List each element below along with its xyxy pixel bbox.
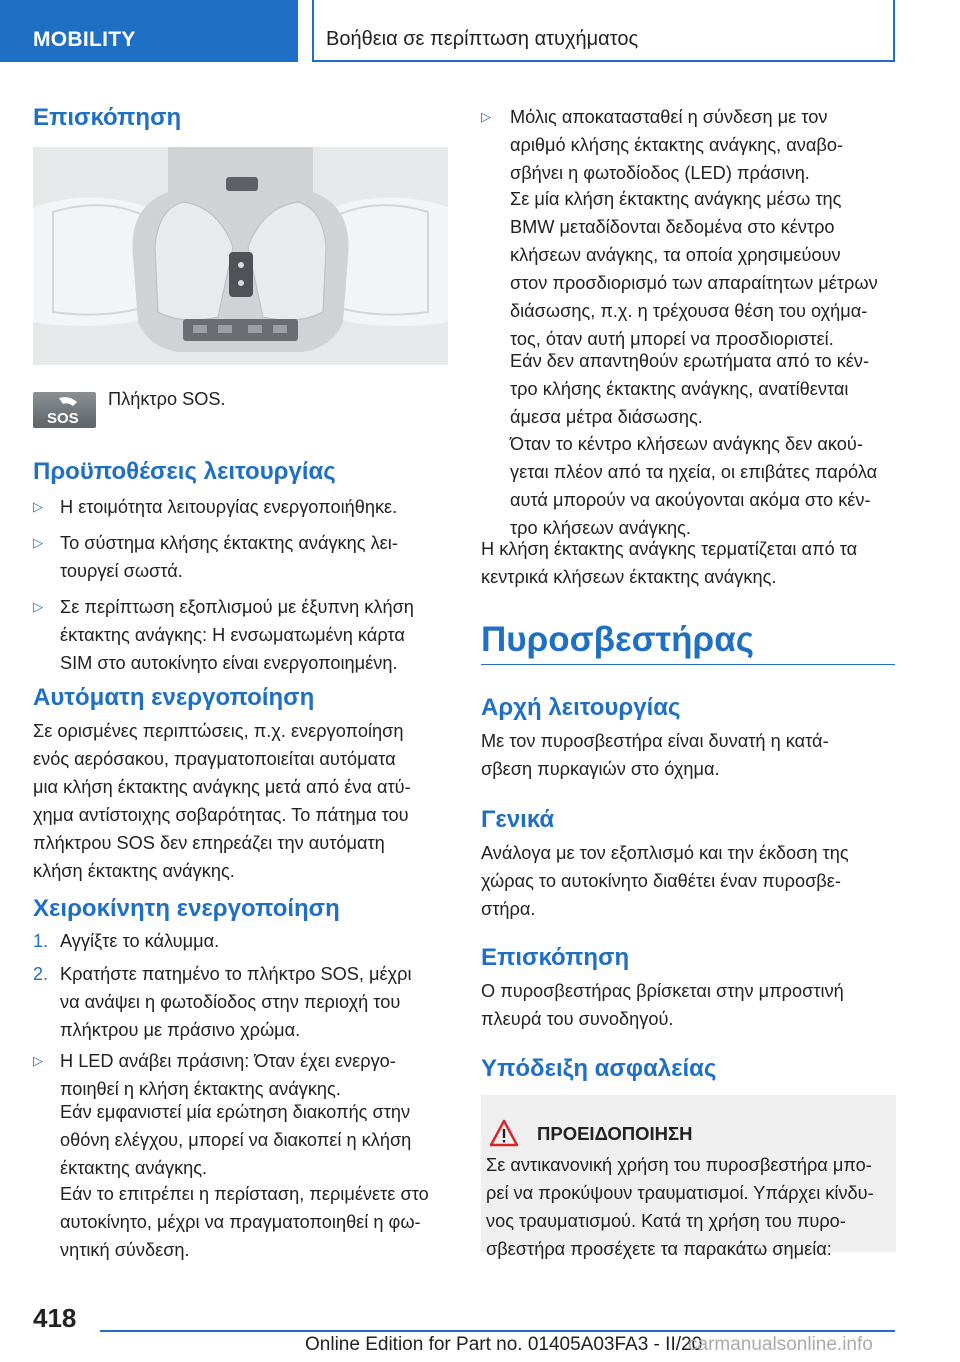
step-number: 1. (33, 931, 49, 951)
step-number: 2. (33, 964, 49, 984)
line: σβεστήρα προσέχετε τα παρακάτω σημεία: (486, 1239, 832, 1259)
line: νητική σύνδεση. (60, 1240, 190, 1260)
principle-paragraph (481, 727, 896, 783)
prereq-heading: Προϋποθέσεις λειτουργίας (33, 458, 336, 485)
triangle-bullet-icon: ▷ (481, 109, 491, 124)
line: έκτακτης ανάγκης: Η ενσωματωμένη κάρτα (60, 625, 405, 645)
line: Η κλήση έκτακτης ανάγκης τερματίζεται από τα (481, 539, 858, 559)
line: Το σύστημα κλήσης έκτακτης ανάγκης λει- (60, 533, 398, 553)
line: Ανάλογα με τον εξοπλισμό και την έκδοση της (481, 843, 849, 863)
prereq-item-2 (60, 529, 450, 585)
line: σβεση πυρκαγιών στο όχημα. (481, 759, 720, 779)
sos-button-text: SOS (47, 410, 79, 427)
line: γεται πλέον από τα ηχεία, οι επιβάτες παρόλα (510, 462, 878, 482)
line: τος, όταν αυτή μπορεί να προσδιοριστεί. (510, 329, 834, 349)
chapter-label: Βοήθεια σε περίπτωση ατυχήματος (326, 28, 639, 50)
section-label: MOBILITY (33, 28, 136, 51)
overview-heading: Επισκόπηση (33, 104, 182, 131)
line: έκτακτης ανάγκης. (60, 1158, 208, 1178)
general-heading: Γενικά (481, 806, 555, 833)
section-tab (0, 0, 298, 62)
overview-paragraph (481, 977, 896, 1033)
general-paragraph (481, 839, 896, 923)
line: μια κλήση έκτακτης ανάγκης μετά από ένα ατύ- (33, 777, 411, 797)
line: σβήνει η φωτοδίοδος (LED) πράσινη. (510, 163, 810, 183)
triangle-bullet-icon: ▷ (33, 499, 43, 514)
led-item (60, 1047, 450, 1103)
line: πλήκτρου SOS δεν επηρεάζει την αυτόματη (33, 833, 385, 853)
line: πλευρά του συνοδηγού. (481, 1009, 674, 1029)
line: πλήκτρου με πράσινο χρώμα. (60, 1020, 301, 1040)
step-2 (60, 960, 450, 1044)
line: Με τον πυροσβεστήρα είναι δυνατή η κατά- (481, 731, 829, 751)
footer-rule (100, 1330, 895, 1332)
line: στήρα. (481, 899, 536, 919)
prereq-item-1 (60, 493, 450, 521)
line: Κρατήστε πατημένο το πλήκτρο SOS, μέχρι (60, 964, 412, 984)
led-paragraph-1 (60, 1098, 450, 1182)
prereq-item-3 (60, 593, 450, 677)
line: άμεσα μέτρα διάσωσης. (510, 407, 703, 427)
triangle-bullet-icon: ▷ (33, 1053, 43, 1068)
step-1 (60, 927, 450, 955)
line: διάσωσης, π.χ. η τρέχουσα θέση του οχήμα- (510, 301, 868, 321)
chapter-tab (312, 0, 895, 62)
led-paragraph-2 (60, 1180, 450, 1264)
line: SIM στο αυτοκίνητο είναι ενεργοποιημένη. (60, 653, 398, 673)
warning-title: ΠΡΟΕΙΔΟΠΟΙΗΣΗ (537, 1123, 693, 1144)
safety-heading: Υπόδειξη ασφαλείας (481, 1055, 717, 1082)
roof-console-photo (33, 147, 448, 365)
sos-caption: Πλήκτρο SOS. (108, 389, 226, 409)
line: νος τραυματισμού. Κατά τη χρήση του πυρο- (486, 1211, 846, 1231)
line: BMW μεταδίδονται δεδομένα στο κέντρο (510, 217, 835, 237)
speaker-paragraph (510, 430, 900, 542)
line: τουργεί σωστά. (60, 561, 183, 581)
line: τρο κλήσεων ανάγκης. (510, 518, 691, 538)
overview-heading-2: Επισκόπηση (481, 944, 630, 971)
triangle-bullet-icon: ▷ (33, 599, 43, 614)
auto-heading: Αυτόματη ενεργοποίηση (33, 684, 315, 711)
extinguisher-heading: Πυροσβεστήρας (481, 620, 754, 659)
line: κλήσεων ανάγκης, τα οποία χρησιμεύουν (510, 245, 841, 265)
line: αριθμό κλήσης έκτακτης ανάγκης, αναβο- (510, 135, 844, 155)
line: κλήση έκτακτης ανάγκης. (33, 861, 235, 881)
line: Σε περίπτωση εξοπλισμού με έξυπνη κλήση (60, 597, 414, 617)
rescue-paragraph (510, 347, 900, 431)
line: χημα αντίστοιχης σοβαρότητας. Το πάτημα του (33, 805, 409, 825)
page-number: 418 (33, 1303, 77, 1333)
line: Μόλις αποκατασταθεί η σύνδεση με τον (510, 107, 828, 127)
sos-button-icon (33, 392, 96, 428)
line: αυτοκίνητο, μέχρι να πραγματοποιηθεί η φω- (60, 1212, 421, 1232)
auto-paragraph (33, 717, 448, 885)
triangle-bullet-icon: ▷ (33, 535, 43, 550)
line: τρο κλήσης έκτακτης ανάγκης, ανατίθενται (510, 379, 849, 399)
line: να ανάψει η φωτοδίοδος στην περιοχή του (60, 992, 401, 1012)
line: ρεί να προκύψουν τραυματισμοί. Υπάρχει κίνδυ- (486, 1183, 874, 1203)
line: αυτά μπορούν να ακούγονται ακόμα στο κέν- (510, 490, 871, 510)
data-paragraph (510, 185, 900, 353)
end-call-paragraph (481, 535, 896, 591)
watermark: carmanualsonline.info (688, 1334, 873, 1355)
heading-rule (481, 664, 895, 665)
line: Ο πυροσβεστήρας βρίσκεται στην μπροστινή (481, 981, 844, 1001)
line: Σε μία κλήση έκτακτης ανάγκης μέσω της (510, 189, 842, 209)
warning-paragraph (486, 1151, 896, 1263)
line: Σε ορισμένες περιπτώσεις, π.χ. ενεργοποίηση (33, 721, 404, 741)
line: χώρας το αυτοκίνητο διαθέτει έναν πυροσβε- (481, 871, 841, 891)
line: κεντρικά κλήσεων έκτακτης ανάγκης. (481, 567, 777, 587)
warning-triangle-icon (489, 1119, 519, 1147)
warning-box (481, 1095, 896, 1259)
principle-heading: Αρχή λειτουργίας (481, 694, 681, 721)
line: Εάν εμφανιστεί μία ερώτηση διακοπής στην (60, 1102, 411, 1122)
line: ποιηθεί η κλήση έκτακτης ανάγκης. (60, 1079, 341, 1099)
line: στον προσδιορισμό των απαραίτητων μέτρων (510, 273, 878, 293)
connection-item (510, 103, 900, 187)
line: οθόνη ελέγχου, μπορεί να διακοπεί η κλήση (60, 1130, 412, 1150)
line: Αγγίξτε το κάλυμμα. (60, 931, 220, 951)
edition-text: Online Edition for Part no. 01405A03FA3 - II/20 (305, 1334, 703, 1355)
line: Εάν το επιτρέπει η περίσταση, περιμένετε στο (60, 1184, 429, 1204)
line: Η ετοιμότητα λειτουργίας ενεργοποιήθηκε. (60, 497, 398, 517)
manual-heading: Χειροκίνητη ενεργοποίηση (33, 895, 340, 922)
line: Όταν το κέντρο κλήσεων ανάγκης δεν ακού- (510, 434, 863, 454)
line: ενός αερόσακου, πραγματοποιείται αυτόματα (33, 749, 396, 769)
line: Σε αντικανονική χρήση του πυροσβεστήρα μπο- (486, 1155, 872, 1175)
line: Εάν δεν απαντηθούν ερωτήματα από το κέν- (510, 351, 870, 371)
line: Η LED ανάβει πράσινη: Όταν έχει ενεργο- (60, 1051, 396, 1071)
